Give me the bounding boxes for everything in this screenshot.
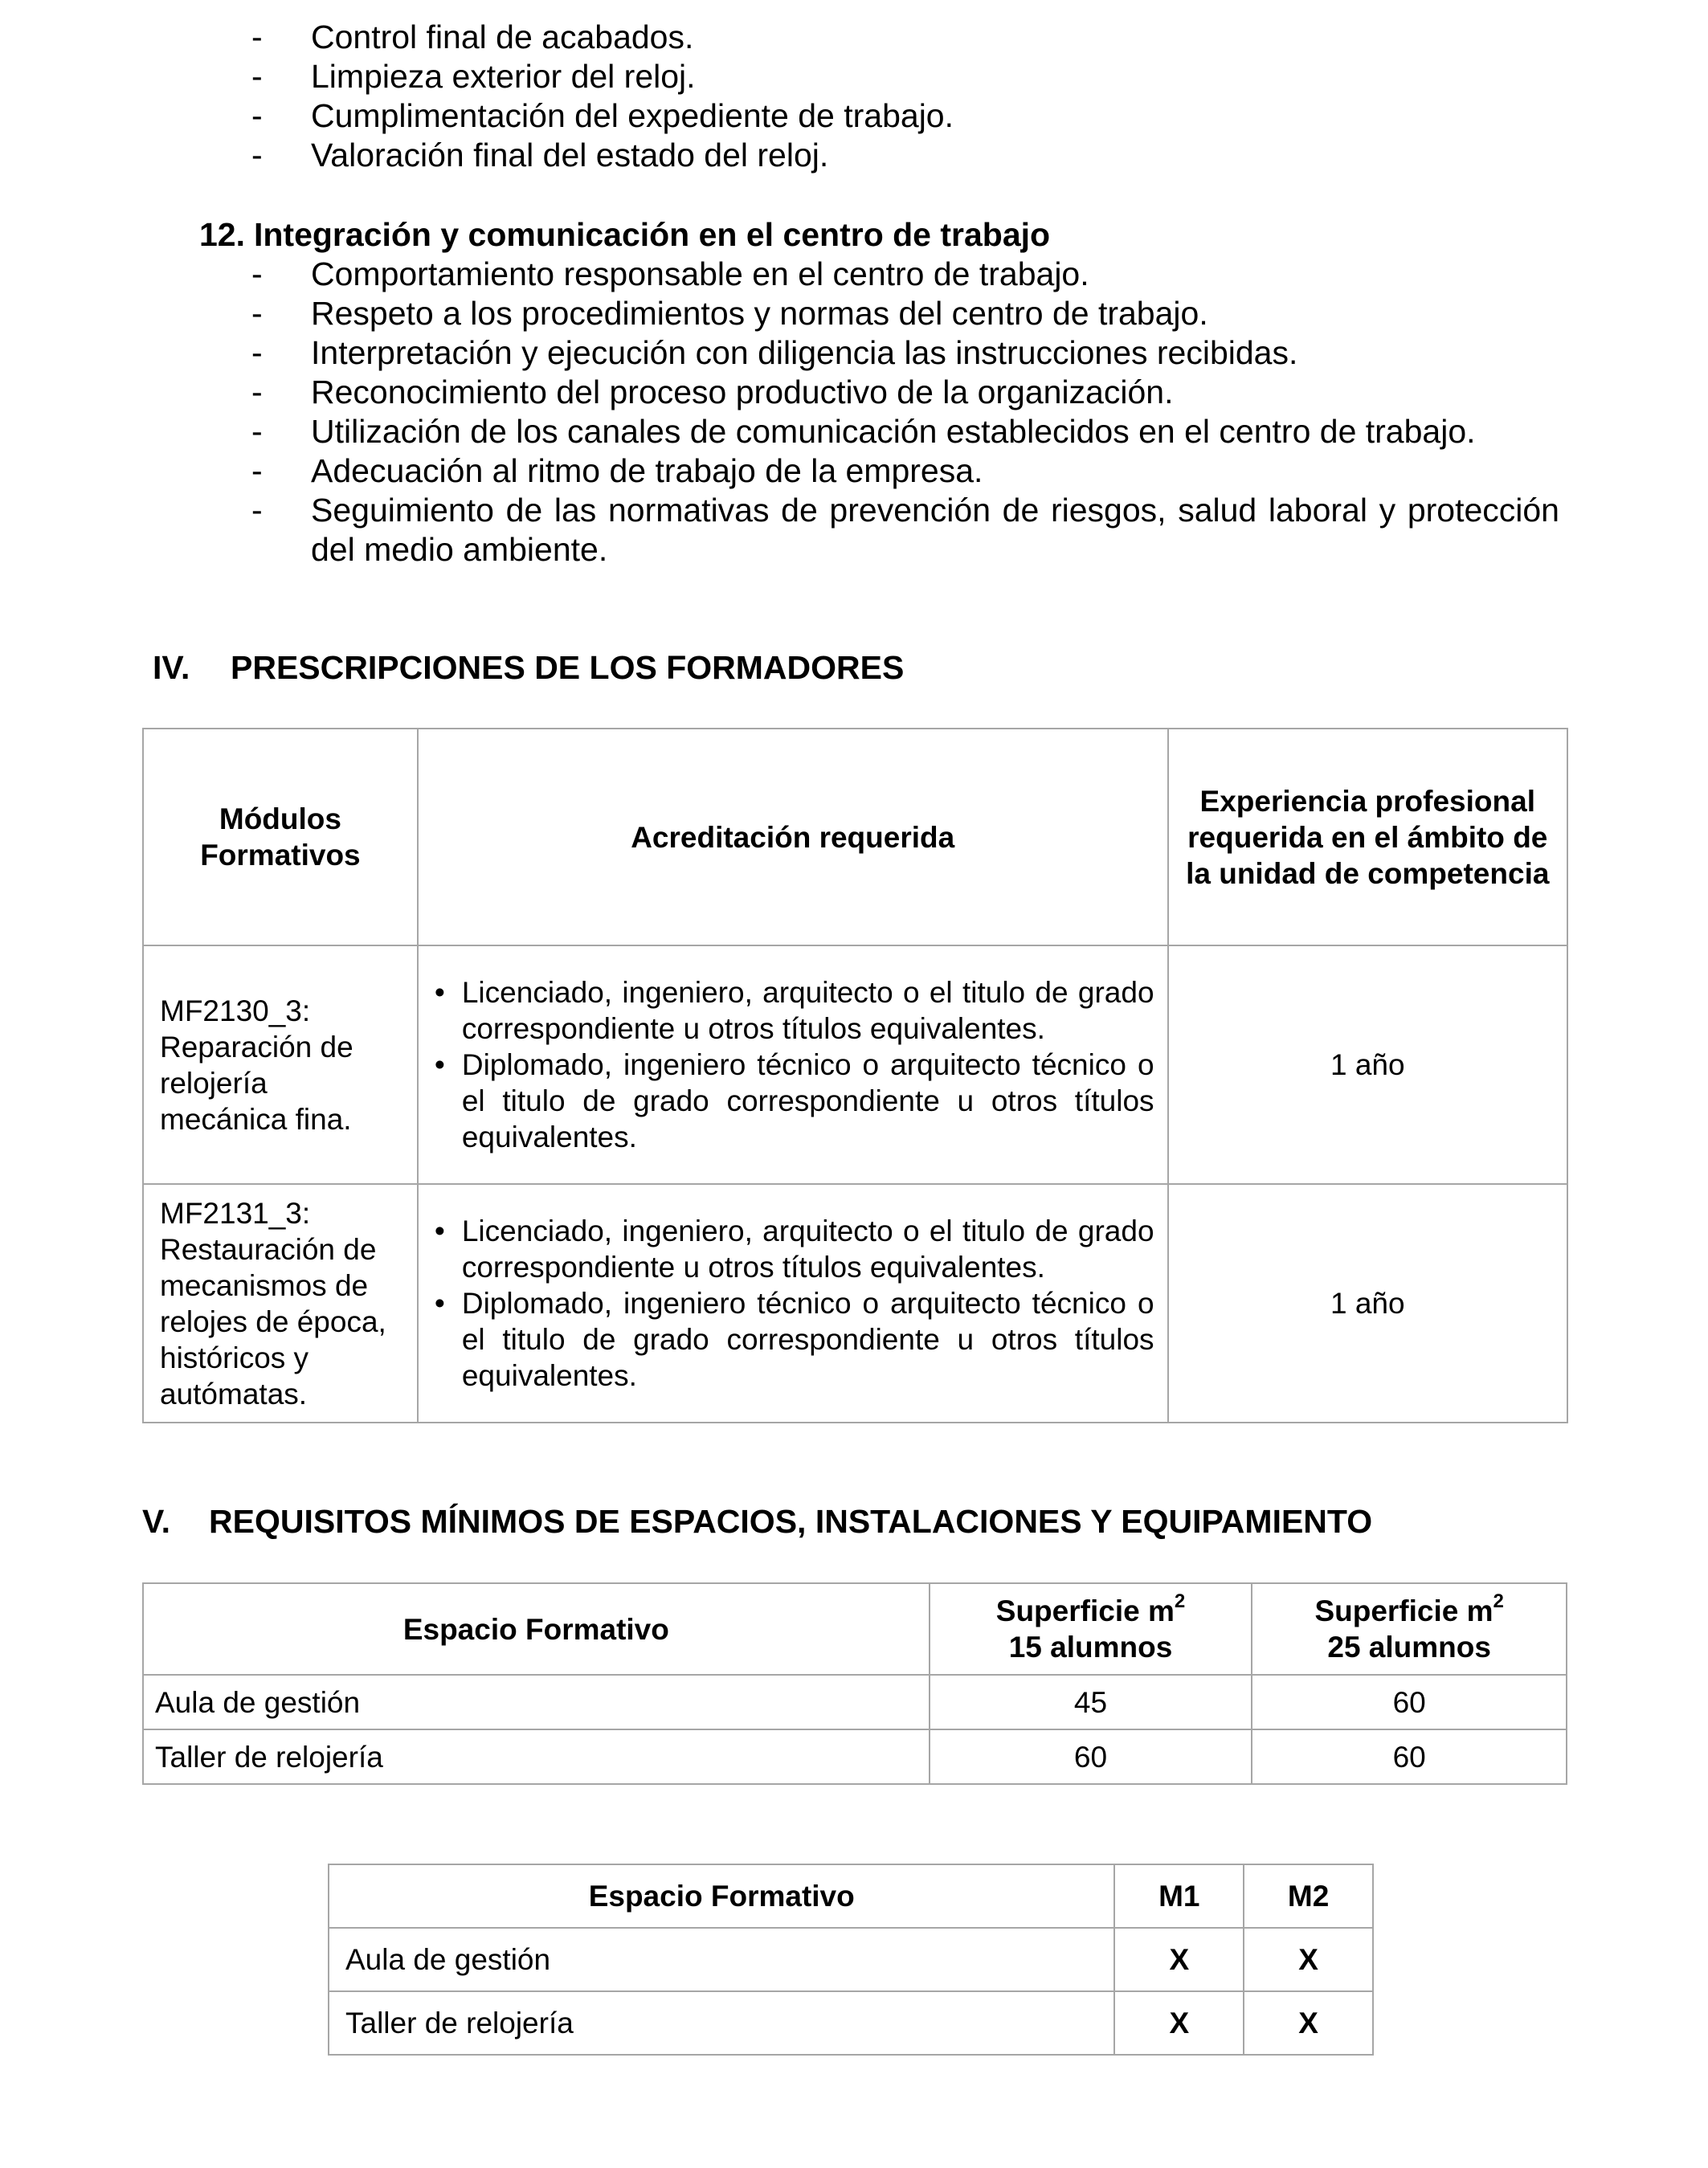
area-25: 60 [1252, 1729, 1567, 1784]
table-row [143, 1729, 1567, 1784]
item-title: Integración y comunicación en el centro de trabajo [254, 216, 1051, 253]
table-row [329, 1991, 1373, 2055]
header-experiencia: Experiencia profesional requerida en el ámbito de la unidad de competencia [1168, 729, 1567, 945]
header-m2: M2 [1244, 1864, 1373, 1928]
module-cell: MF2131_3: Restauración de mecanismos de relojes de época, históricos y autómatas. [143, 1184, 418, 1423]
table-header-row [143, 1583, 1567, 1675]
table-header-row [143, 729, 1567, 945]
header-espacio: Espacio Formativo [329, 1864, 1114, 1928]
list-item: - Limpieza exterior del reloj. [251, 58, 696, 95]
table-row [329, 1928, 1373, 1991]
list-item: - Interpretación y ejecución con diligencia las instrucciones recibidas. [251, 334, 1298, 371]
accreditation-cell [418, 945, 1168, 1184]
space-name: Taller de relojería [143, 1729, 930, 1784]
accreditation-item: • Licenciado, ingeniero, arquitecto o el titulo de grado correspondiente u otros títulos equivalentes. [433, 1213, 1154, 1285]
espacios-table [142, 1582, 1567, 1785]
list-item: - Control final de acabados. [251, 18, 694, 55]
header-superficie-15: Superficie $m^2$ 15 alumnos [930, 1583, 1252, 1675]
area-25: 60 [1252, 1675, 1567, 1729]
section-4-title: IV. PRESCRIPCIONES DE LOS FORMADORES [153, 649, 905, 686]
item-number: 12. [199, 216, 245, 253]
experience-cell: 1 año [1168, 1184, 1567, 1423]
area-15: 45 [930, 1675, 1252, 1729]
list-item: - Seguimiento de las normativas de prevención de riesgos, salud laboral y protección del medio ambiente. [251, 492, 1559, 568]
space-name: Aula de gestión [143, 1675, 930, 1729]
table-row [143, 1184, 1567, 1423]
list-item: - Utilización de los canales de comunicación establecidos en el centro de trabajo. [251, 413, 1476, 450]
list-item12 [0, 255, 1708, 570]
accreditation-item: • Diplomado, ingeniero técnico o arquitecto técnico o el titulo de grado correspondiente u otros títulos equivalentes. [433, 1285, 1154, 1394]
header-m1: M1 [1114, 1864, 1244, 1928]
m2-mark: X [1244, 1991, 1373, 2055]
list-item: - Reconocimiento del proceso productivo de la organización. [251, 374, 1174, 410]
accreditation-item: • Diplomado, ingeniero técnico o arquitecto técnico o el titulo de grado correspondiente u otros títulos equivalentes. [433, 1047, 1154, 1155]
modulos-table [328, 1864, 1374, 2056]
list-item: - Cumplimentación del expediente de trabajo. [251, 97, 954, 134]
list-item: - Respeto a los procedimientos y normas del centro de trabajo. [251, 295, 1208, 332]
module-cell: MF2130_3: Reparación de relojería mecánica fina. [143, 945, 418, 1184]
header-acreditacion: Acreditación requerida [418, 729, 1168, 945]
m2-mark: X [1244, 1928, 1373, 1991]
section-5-title: V. REQUISITOS MÍNIMOS DE ESPACIOS, INSTALACIONES Y EQUIPAMIENTO [142, 1503, 1373, 1540]
experience-cell: 1 año [1168, 945, 1567, 1184]
accreditation-cell [418, 1184, 1168, 1423]
list-top [0, 18, 1708, 175]
area-15: 60 [930, 1729, 1252, 1784]
header-espacio: Espacio Formativo [143, 1583, 930, 1675]
header-superficie-25: Superficie $m^2$ 25 alumnos [1252, 1583, 1567, 1675]
list-item: - Valoración final del estado del reloj. [251, 137, 829, 174]
m1-mark: X [1114, 1991, 1244, 2055]
space-name: Taller de relojería [329, 1991, 1114, 2055]
space-name: Aula de gestión [329, 1928, 1114, 1991]
accreditation-item: • Licenciado, ingeniero, arquitecto o el titulo de grado correspondiente u otros títulos equivalentes. [433, 974, 1154, 1047]
header-modulos: Módulos Formativos [143, 729, 418, 945]
list-item: - Adecuación al ritmo de trabajo de la empresa. [251, 452, 983, 489]
table-row [143, 945, 1567, 1184]
table-row [143, 1675, 1567, 1729]
m1-mark: X [1114, 1928, 1244, 1991]
formadores-table [142, 728, 1568, 1423]
item-12-heading [199, 215, 1050, 255]
list-item: - Comportamiento responsable en el centro de trabajo. [251, 255, 1089, 292]
table-header-row [329, 1864, 1373, 1928]
